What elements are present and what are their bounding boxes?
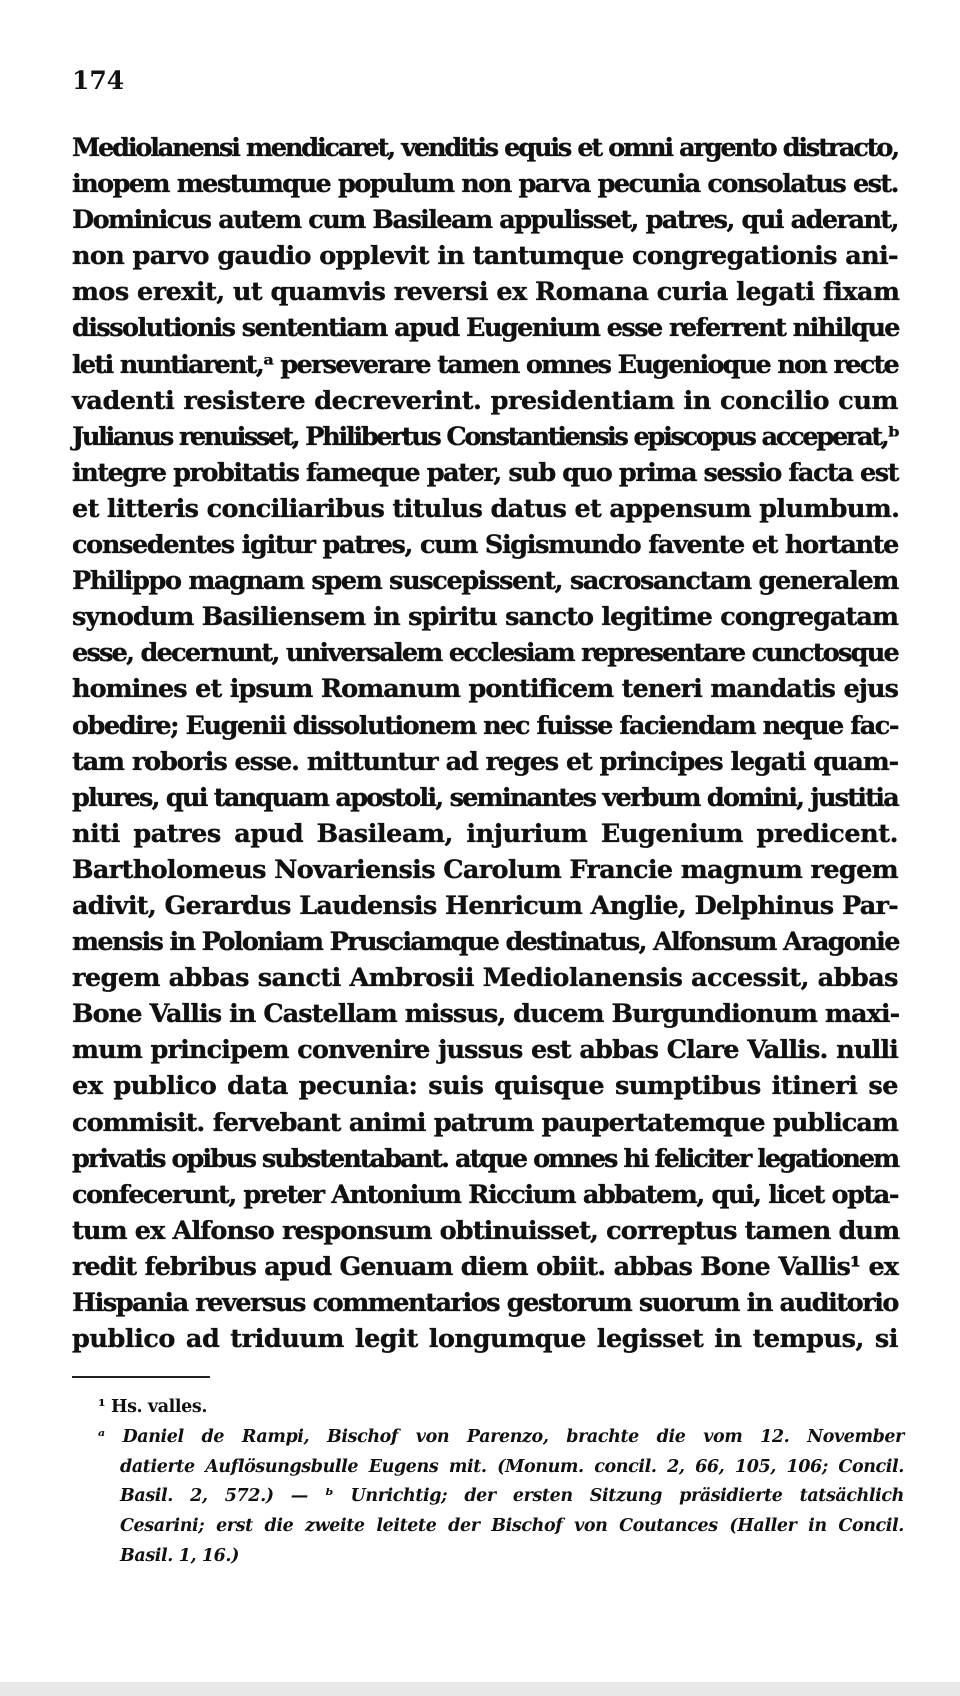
text-line: mum principem convenire jussus est abbas Clare Vallis. nulli [72, 1035, 898, 1066]
text-line: mos erexit, ut quamvis reversi ex Romana curia legati fixam [72, 277, 900, 308]
text-line: et litteris conciliaribus titulus datus et appensum plumbum. [72, 493, 900, 524]
footnote-line: Cesarini; erst die zweite leitete der Bischof von Coutances (Haller in Concil. [120, 1516, 904, 1537]
text-line: niti patres apud Basileam, injurium Eugenium predicent. [72, 818, 898, 849]
text-line: regem abbas sancti Ambrosii Mediolanensis accessit, abbas [72, 963, 898, 994]
text-line: Julianus renuisset, Philibertus Constantiensis episcopus acceperat,ᵇ [72, 421, 898, 452]
text-line: plures, qui tanquam apostoli, seminantes verbum domini, justitia [72, 782, 898, 813]
text-line: redit febribus apud Genuam diem obiit. abbas Bone Vallis¹ ex [72, 1251, 898, 1282]
text-line: consedentes igitur patres, cum Sigismundo favente et hortante [72, 530, 898, 561]
text-line: synodum Basiliensem in spiritu sancto legitime congregatam [72, 602, 898, 633]
text-line: mensis in Poloniam Prusciamque destinatus, Alfonsum Aragonie [72, 927, 899, 958]
footnotes [98, 1393, 904, 1572]
text-line: Philippo magnam spem suscepissent, sacrosanctam generalem [72, 566, 898, 597]
text-line: vadenti resistere decreverint. presidentiam in concilio cum [72, 385, 898, 416]
text-line: integre probitatis fameque pater, sub quo prima sessio facta est [72, 457, 898, 488]
text-line: Dominicus autem cum Basileam appulisset, patres, qui aderant, [72, 205, 898, 236]
text-line: commisit. fervebant animi patrum paupertatemque publicam [72, 1107, 898, 1138]
text-line: privatis opibus substentabant. atque omnes hi feliciter legationem [72, 1143, 899, 1174]
footnote-line: Basil. 2, 572.) — ᵇ Unrichtig; der ersten Sitzung präsidierte tatsächlich [120, 1486, 904, 1507]
scan-edge [0, 1682, 960, 1696]
text-line: Bartholomeus Novariensis Carolum Francie magnum regem [72, 854, 898, 885]
text-line: inopem mestumque populum non parva pecunia consolatus est. [72, 169, 898, 200]
footnote-line: ¹ Hs. valles. [98, 1397, 208, 1417]
text-line: tum ex Alfonso responsum obtinuisset, correptus tamen dum [72, 1215, 900, 1246]
text-line: Mediolanensi mendicaret, venditis equis et omni argento distracto, [72, 133, 898, 163]
text-line: Hispania reversus commentarios gestorum suorum in auditorio [72, 1288, 898, 1318]
text-line: confecerunt, preter Antonium Riccium abbatem, qui, licet opta- [72, 1179, 898, 1210]
text-line: adivit, Gerardus Laudensis Henricum Anglie, Delphinus Par- [72, 890, 898, 921]
text-line: Bone Vallis in Castellam missus, ducem Burgundionum maxi- [72, 999, 900, 1030]
footnote-divider [72, 1376, 210, 1378]
footnote-line: Basil. 1, 16.) [120, 1545, 239, 1566]
text-line: dissolutionis sententiam apud Eugenium esse referrent nihilque [72, 313, 899, 344]
text-line: leti nuntiarent,ᵃ perseverare tamen omnes Eugenioque non recte [72, 349, 898, 380]
text-line: tam roboris esse. mittuntur ad reges et principes legati quam- [72, 746, 898, 777]
text-line: non parvo gaudio opplevit in tantumque congregationis ani- [72, 241, 898, 272]
text-line: obedire; Eugenii dissolutionem nec fuisse faciendam neque fac- [72, 710, 898, 741]
page-number: 174 [72, 66, 125, 95]
main-text [72, 130, 898, 1357]
text-line: esse, decernunt, universalem ecclesiam representare cunctosque [72, 638, 898, 669]
footnote-line: ᵃ Daniel de Rampi, Bischof von Parenzo, brachte die vom 12. November [98, 1426, 904, 1447]
footnote-line: datierte Auflösungsbulle Eugens mit. (Monum. concil. 2, 66, 105, 106; Concil. [120, 1456, 904, 1477]
text-line: ex publico data pecunia: suis quisque sumptibus itineri se [72, 1071, 898, 1102]
text-line: homines et ipsum Romanum pontificem teneri mandatis ejus [72, 674, 898, 705]
text-line: publico ad triduum legit longumque legisset in tempus, si [72, 1324, 898, 1355]
